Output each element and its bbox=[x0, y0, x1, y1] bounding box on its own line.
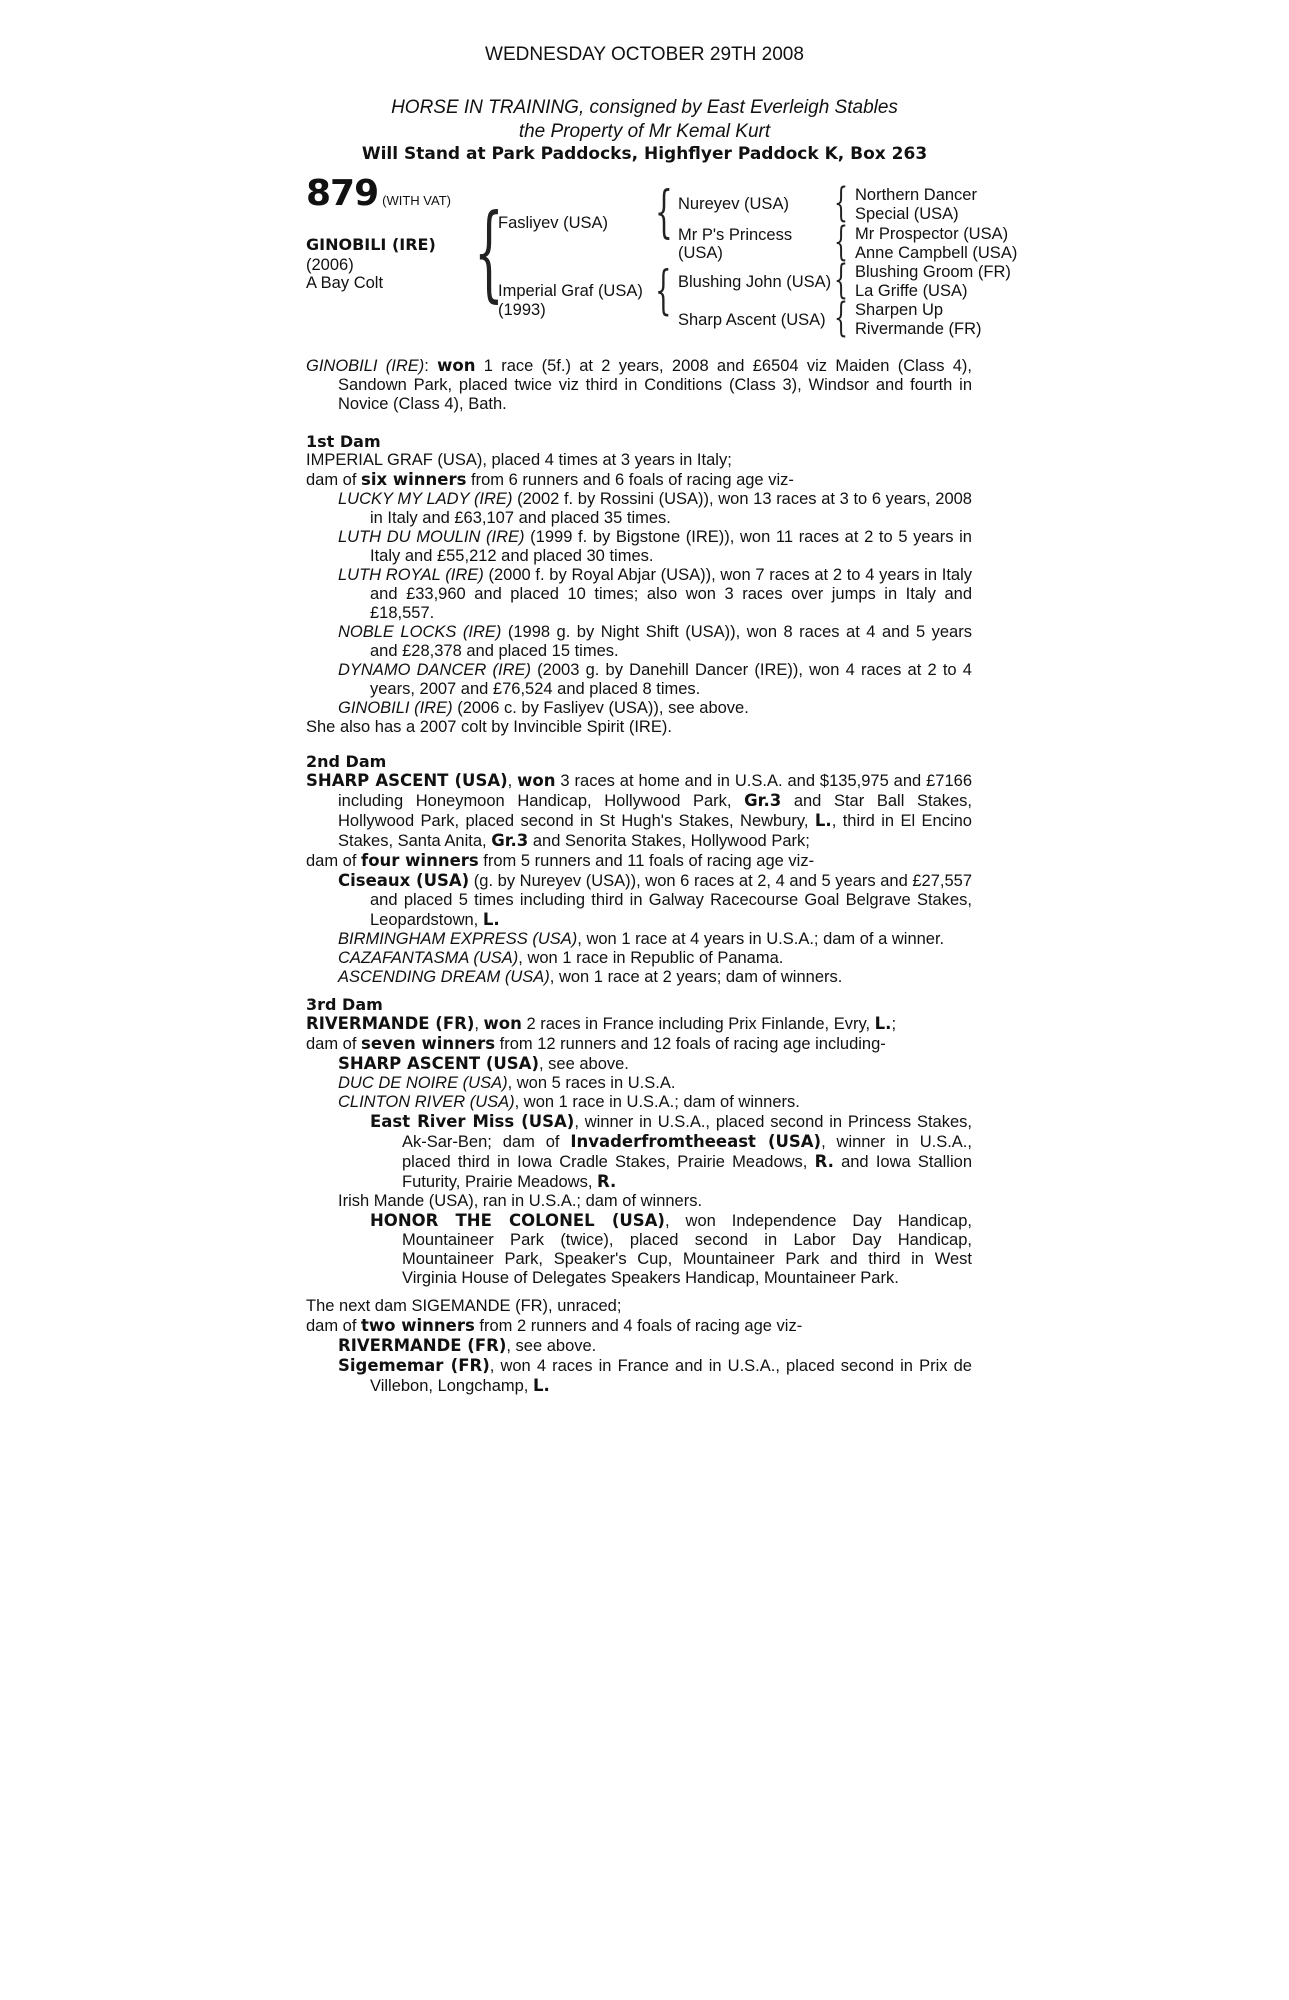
next-dam-line: The next dam SIGEMANDE (FR), unraced; bbox=[306, 1297, 622, 1315]
next-dam-produce: dam of two winners from 2 runners and 4 foals of racing age viz- bbox=[306, 1316, 803, 1335]
progeny-item: Ciseaux (USA) (g. by Nureyev (USA)), won 6 races at 2, 4 and 5 years and £27,557 and placed 5 times including third in Galway Racecourse Goal Belgrave Stakes, Leopardstown, L. bbox=[338, 871, 972, 929]
progeny-item: CAZAFANTASMA (USA), won 1 race in Republic of Panama. bbox=[338, 949, 784, 967]
ped-sire-sire: Nureyev (USA) bbox=[678, 195, 789, 213]
brace-4: { bbox=[834, 295, 848, 341]
third-dam-section bbox=[306, 995, 972, 1288]
progeny-item: BIRMINGHAM EXPRESS (USA), won 1 race at 4 years in U.S.A.; dam of a winner. bbox=[338, 930, 945, 948]
ped-dds: Sharpen Up bbox=[855, 301, 944, 319]
ped-dss: Blushing Groom (FR) bbox=[855, 263, 1011, 281]
ped-ssd: Special (USA) bbox=[855, 205, 959, 223]
first-dam-also: She also has a 2007 colt by Invincible Spirit (IRE). bbox=[306, 718, 672, 736]
second-dam-produce: dam of four winners from 5 runners and 11 foals of racing age viz- bbox=[306, 851, 815, 870]
progeny-item: East River Miss (USA), winner in U.S.A., placed second in Princess Stakes, Ak-Sar-Ben; dam of Invaderfromtheeast (USA), winner in U.S.A., placed third in Iowa Cradle Stakes, Prairie Meadows, R. and Iowa Stallion Futurity, Prairie Meadows, R. bbox=[370, 1112, 972, 1191]
ped-ddd: Rivermande (FR) bbox=[855, 320, 982, 338]
brace-2: { bbox=[834, 219, 848, 265]
ped-sire: Fasliyev (USA) bbox=[498, 214, 609, 232]
ped-sdd: Anne Campbell (USA) bbox=[855, 244, 1018, 262]
summary-sep: : bbox=[424, 357, 438, 375]
summary-text: 1 race (5f.) at 2 years, 2008 and £6504 viz Maiden (Class 4), Sandown Park, placed twice viz third in Conditions (Class 3), Windsor and fourth in Novice (Class 4), Bath. bbox=[338, 357, 972, 413]
summary-horse-name: GINOBILI (IRE) bbox=[306, 357, 425, 375]
progeny-item: RIVERMANDE (FR), see above. bbox=[338, 1336, 597, 1355]
horse-name: GINOBILI (IRE) bbox=[306, 235, 436, 254]
third-dam-produce: dam of seven winners from 12 runners and 12 foals of racing age including- bbox=[306, 1034, 886, 1053]
lot-number-block bbox=[306, 173, 451, 214]
third-dam-record: RIVERMANDE (FR), won 2 races in France including Prix Finlande, Evry, L.; bbox=[306, 1014, 897, 1033]
summary-won: won bbox=[437, 356, 476, 375]
brace-1: { bbox=[834, 180, 848, 226]
progeny-item: SHARP ASCENT (USA), see above. bbox=[338, 1054, 629, 1073]
progeny-item: NOBLE LOCKS (IRE) (1998 g. by Night Shift (USA)), won 8 races at 4 and 5 years and £28,378 and placed 15 times. bbox=[338, 623, 972, 660]
progeny-item: Irish Mande (USA), ran in U.S.A.; dam of winners. bbox=[338, 1192, 703, 1210]
consignment-line: HORSE IN TRAINING, consigned by East Everleigh Stables bbox=[391, 97, 898, 118]
third-dam-heading: 3rd Dam bbox=[306, 995, 383, 1014]
ped-dsd: La Griffe (USA) bbox=[855, 282, 968, 300]
progeny-item: LUTH DU MOULIN (IRE) (1999 f. by Bigstone (IRE)), won 11 races at 2 to 5 years in Italy and £55,212 and placed 30 times. bbox=[338, 528, 972, 565]
vat-note: (WITH VAT) bbox=[382, 193, 451, 208]
next-dam-section bbox=[306, 1297, 972, 1396]
first-dam-line: IMPERIAL GRAF (USA), placed 4 times at 3 years in Italy; bbox=[306, 451, 732, 469]
progeny-item: Sigememar (FR), won 4 races in France and in U.S.A., placed second in Prix de Villebon, Longchamp, L. bbox=[338, 1356, 972, 1395]
sire-dam-brace: { bbox=[474, 191, 504, 313]
sire-brace: { bbox=[655, 180, 673, 245]
second-dam-section bbox=[306, 752, 972, 987]
stand-location: Will Stand at Park Paddocks, Highflyer Paddock K, Box 263 bbox=[361, 144, 928, 164]
progeny-item: GINOBILI (IRE) (2006 c. by Fasliyev (USA)), see above. bbox=[338, 699, 749, 717]
ped-sire-dam: Mr P's Princess bbox=[678, 226, 793, 244]
progeny-item: DYNAMO DANCER (IRE) (2003 g. by Danehill Dancer (IRE)), won 4 races at 2 to 4 years, 2007 and £76,524 and placed 8 times. bbox=[338, 661, 972, 698]
ped-dam-dam: Sharp Ascent (USA) bbox=[678, 311, 826, 329]
ped-sss: Northern Dancer bbox=[855, 186, 977, 204]
first-dam-heading: 1st Dam bbox=[306, 432, 381, 451]
first-dam-section bbox=[306, 432, 972, 737]
second-dam-heading: 2nd Dam bbox=[306, 752, 387, 771]
ped-sds: Mr Prospector (USA) bbox=[855, 225, 1009, 243]
progeny-item: LUCKY MY LADY (IRE) (2002 f. by Rossini (USA)), won 13 races at 3 to 6 years, 2008 in Italy and £63,107 and placed 35 times. bbox=[338, 490, 972, 527]
horse-year: (2006) bbox=[306, 256, 354, 274]
lot-number: 879 bbox=[306, 173, 379, 214]
property-line: the Property of Mr Kemal Kurt bbox=[518, 121, 771, 142]
first-dam-produce: dam of six winners from 6 runners and 6 foals of racing age viz- bbox=[306, 470, 794, 489]
progeny-item: LUTH ROYAL (IRE) (2000 f. by Royal Abjar (USA)), won 7 races at 2 to 4 years in Italy and £33,960 and placed 10 times; also won 3 races over jumps in Italy and £18,557. bbox=[338, 566, 972, 622]
ped-dam-sire: Blushing John (USA) bbox=[678, 273, 832, 291]
horse-description: A Bay Colt bbox=[306, 274, 384, 292]
sale-date: WEDNESDAY OCTOBER 29TH 2008 bbox=[485, 44, 804, 65]
progeny-item: DUC DE NOIRE (USA), won 5 races in U.S.A. bbox=[338, 1074, 676, 1092]
dam-brace: { bbox=[655, 261, 672, 321]
ped-dam: Imperial Graf (USA) bbox=[498, 282, 643, 300]
progeny-item: ASCENDING DREAM (USA), won 1 race at 2 years; dam of winners. bbox=[338, 968, 843, 986]
second-dam-record: SHARP ASCENT (USA), won 3 races at home and in U.S.A. and $135,975 and £7166 including Honeymoon Handicap, Hollywood Park, Gr.3 and Star Ball Stakes, Hollywood Park, placed second in St Hugh's Stakes, Newbury, L., third in El Encino Stakes, Santa Anita, Gr.3 and Senorita Stakes, Hollywood Park; bbox=[306, 771, 973, 850]
ped-dam-year: (1993) bbox=[498, 301, 546, 319]
progeny-item: CLINTON RIVER (USA), won 1 race in U.S.A.; dam of winners. bbox=[338, 1093, 800, 1111]
ped-sire-dam-line2: (USA) bbox=[678, 244, 723, 262]
racing-summary bbox=[306, 356, 972, 414]
brace-3: { bbox=[834, 257, 848, 303]
progeny-item: HONOR THE COLONEL (USA), won Independence Day Handicap, Mountaineer Park (twice), placed second in Labor Day Handicap, Mountaineer Park, Speaker's Cup, Mountaineer Park and third in West Virginia House of Delegates Speakers Handicap, Mountaineer Park. bbox=[370, 1211, 972, 1287]
